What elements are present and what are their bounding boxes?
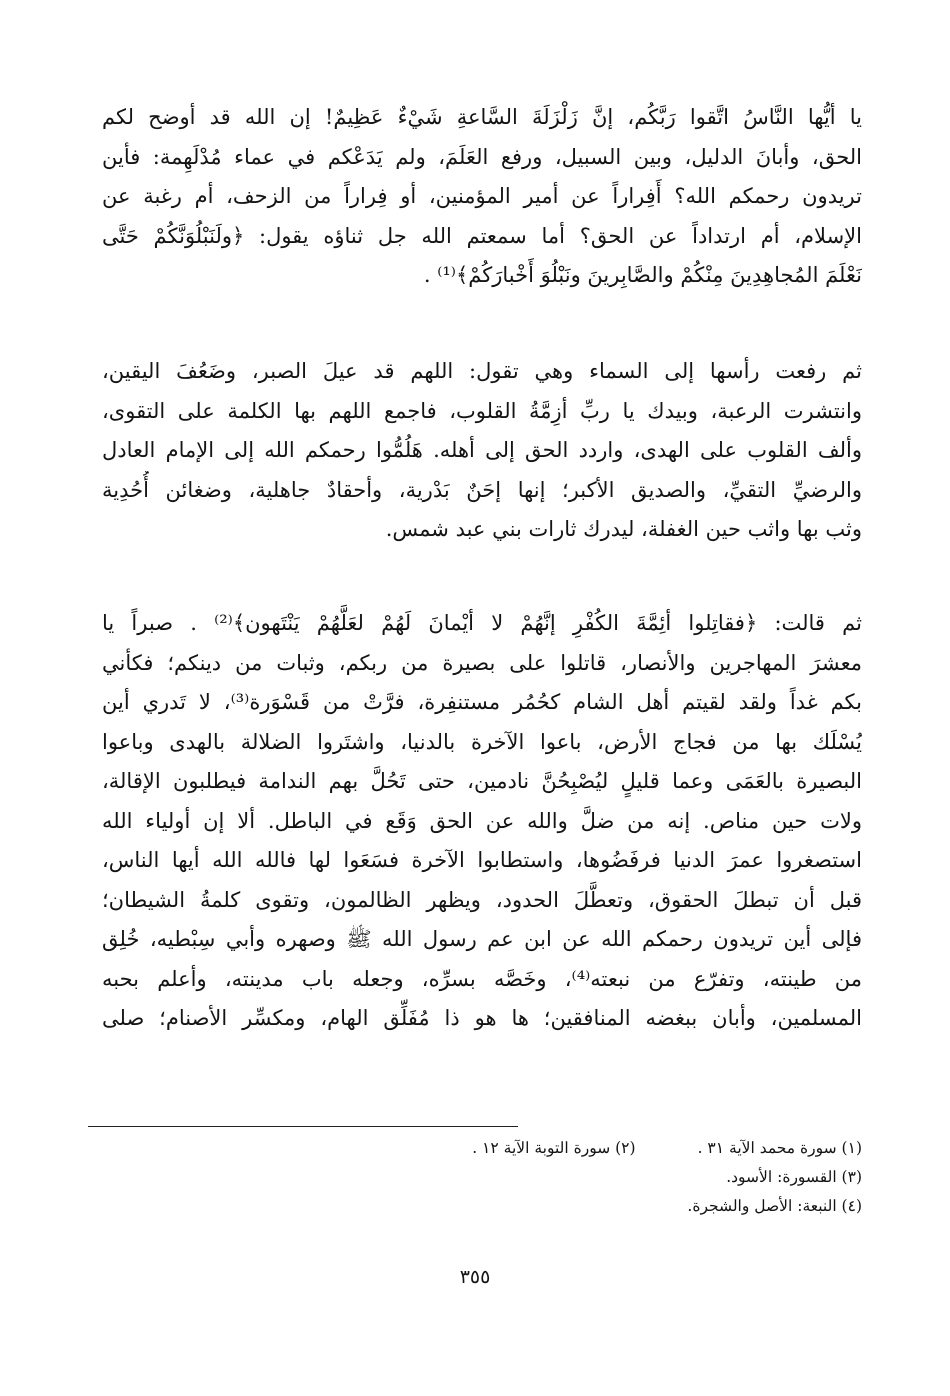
footnote-row (100, 1163, 862, 1192)
paragraph-2 (102, 352, 862, 550)
footnotes (100, 1134, 862, 1221)
paragraph-1 (102, 98, 862, 296)
text-line: يُسْلَك بها من فجاج الأرض، باعوا الآخرة بالدنيا، واشتَروا الضلالة بالهدى وباعوا (102, 729, 862, 754)
text-line: وانتشرت الرعبة، وبيدك يا ربِّ أزِمَّةُ القلوب، فاجمع اللهم بها الكلمة على التقوى، (102, 398, 862, 423)
text-line: من طينته، وتفرّع من نبعته⁽⁴⁾، وخَصَّه بسرِّه، وجعله باب مدينته، وأعلم بحبه (102, 966, 862, 991)
text-line: وثب بها واثب حين الغفلة، ليدرك ثارات بني عبد شمس. (385, 517, 862, 541)
text-line: معشرَ المهاجرين والأنصار، قاتلوا على بصيرة من ربكم، وثبات من دينكم؛ فكأني (102, 650, 862, 675)
text-line: وألف القلوب على الهدى، واردد الحق إلى أهله. هَلُمُّوا رحمكم الله إلى الإمام العادل (102, 438, 862, 462)
text-line: البصيرة بالعَمَى وعما قليلٍ ليُصْبِحُنَّ نادمين، حتى تَحُلَّ بهم الندامة فيطلبون الإقالة، (102, 769, 862, 793)
footnote-row (100, 1134, 862, 1163)
footnote-divider (88, 1126, 518, 1127)
text-line: الإسلام، أم ارتداداً عن الحق؟ أما سمعتم الله جل ثناؤه يقول: ﴿ولَنَبْلُوَنَّكُمْ حَتَّى (102, 223, 862, 248)
text-line: ثم قالت: ﴿فقاتِلوا أئِمَّةَ الكُفْرِ إنَّهُمْ لا أيْمانَ لَهُمْ لعَلَّهُمْ يَنْتَهون﴾⁽²⁾ . صبراً يا (102, 611, 862, 635)
paragraph-3 (102, 604, 862, 1039)
footnote-2: (٢) سورة التوبة الآية ١٢ . (472, 1139, 636, 1157)
text-line: تريدون رحمكم الله؟ أَفِراراً عن أمير المؤمنين، أو فِراراً من الزحف، أم رغبة عن (102, 184, 862, 208)
text-line: قبل أن تبطلَ الحقوق، وتعطَّلَ الحدود، ويظهر الظالمون، وتقوى كلمةُ الشيطان؛ (102, 887, 862, 912)
page-number: ٣٥٥ (459, 1266, 491, 1288)
text-line: المسلمين، وأبان ببغضه المنافقين؛ ها هو ذا مُفَلِّق الهام، ومكسِّر الأصنام؛ صلى (102, 1006, 862, 1030)
text-line: يا أيُّها النَّاسُ اتَّقوا رَبَّكُم، إنَّ زَلْزَلَةَ السَّاعةِ شَيْءٌ عَظِيمٌ! إن الله قد أوضح لكم (102, 105, 862, 129)
footnote-3: (٣) القسورة: الأسود. (726, 1168, 862, 1186)
text-line: ولات حين مناص. إنه من ضلَّ والله عن الحق وَقَع في الباطل. ألا إن أولياء الله (102, 808, 862, 833)
footnote-4: (٤) النبعة: الأصل والشجرة. (687, 1197, 862, 1215)
text-line: بكم غداً ولقد لقيتم أهل الشام كحُمُر مستنفِرة، فرَّتْ من قَسْوَرة⁽³⁾، لا تَدري أين (102, 690, 862, 714)
text-line: والرضيِّ التقيِّ، والصديق الأكبر؛ إنها إحَنٌ بَدْرية، وأحقادٌ جاهلية، وضغائن أُحُدِية (102, 477, 862, 502)
footnote-row (100, 1192, 862, 1221)
footnote-spacer (636, 1134, 698, 1163)
text-line: استصغروا عمرَ الدنيا فرفَضُوها، واستطابوا الآخرة فسَعَوا لها فالله الله أيها الناس، (102, 848, 862, 872)
footnote-1: (١) سورة محمد الآية ٣١ . (697, 1139, 862, 1157)
text-line: فإلى أين تريدون رحمكم الله عن ابن عم رسول الله ﷺ وصهره وأبي سِبْطيه، خُلِق (102, 927, 862, 951)
text-line: الحق، وأبانَ الدليل، وبين السبيل، ورفع العَلَمَ، ولم يَدَعْكم في عماء مُدْلَهِمة: فأين (102, 144, 862, 169)
text-line: ثم رفعت رأسها إلى السماء وهي تقول: اللهم قد عيلَ الصبر، وضَعُفَ اليقين، (102, 359, 862, 383)
text-line: نَعْلَمَ المُجاهِدِينَ مِنْكُمْ والصَّابِرينَ ونَبْلُوَ أَخْبارَكُمْ﴾⁽¹⁾ . (423, 263, 862, 287)
